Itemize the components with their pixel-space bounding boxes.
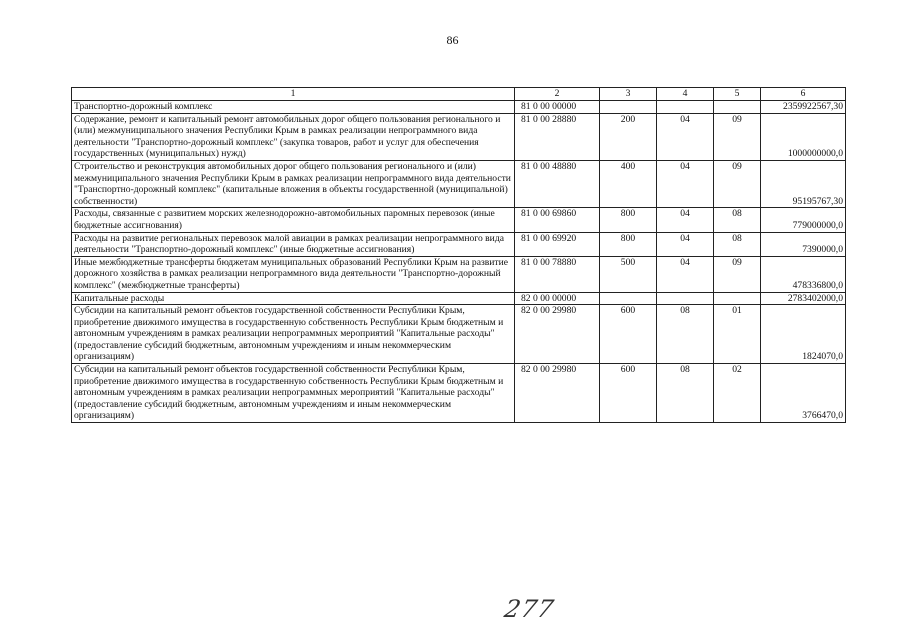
table-row	[72, 364, 846, 423]
budget-table	[71, 87, 846, 423]
row-col3: 200	[600, 113, 657, 160]
row-col5: 01	[714, 305, 761, 364]
table-row	[72, 256, 846, 292]
row-col5	[714, 101, 761, 114]
row-code: 81 0 00 28880	[515, 113, 600, 160]
row-code: 82 0 00 29980	[515, 364, 600, 423]
row-amount: 1824070,0	[761, 305, 846, 364]
row-name: Содержание, ремонт и капитальный ремонт автомобильных дорог общего пользования регионального и (или) межмуниципального значения Республики Крым в рамках реализации непрограммного вида деятельности "Транспортно-дорожный комплекс" (закупка товаров, работ и услуг для обеспечения государственных (муниципальных) нужд)	[72, 113, 515, 160]
table-row	[72, 232, 846, 256]
row-name: Иные межбюджетные трансферты бюджетам муниципальных образований Республики Крым на развитие дорожного хозяйства в рамках реализации непрограммного вида деятельности "Транспортно-дорожный комплекс" (межбюджетные трансферты)	[72, 256, 515, 292]
row-amount: 3766470,0	[761, 364, 846, 423]
row-col3: 500	[600, 256, 657, 292]
row-amount: 478336800,0	[761, 256, 846, 292]
row-code: 81 0 00 48880	[515, 160, 600, 207]
row-col4: 04	[657, 113, 714, 160]
column-header: 1	[72, 88, 515, 101]
row-amount: 2359922567,30	[761, 101, 846, 114]
row-code: 82 0 00 29980	[515, 305, 600, 364]
row-col3: 600	[600, 305, 657, 364]
column-header: 4	[657, 88, 714, 101]
row-col4: 04	[657, 160, 714, 207]
row-name: Расходы на развитие региональных перевозок малой авиации в рамках реализации непрограммного вида деятельности "Транспортно-дорожный комплекс" (иные бюджетные ассигнования)	[72, 232, 515, 256]
row-code: 81 0 00 69920	[515, 232, 600, 256]
row-amount: 7390000,0	[761, 232, 846, 256]
row-col5	[714, 292, 761, 305]
row-col3	[600, 292, 657, 305]
row-amount: 779000000,0	[761, 208, 846, 232]
row-code: 81 0 00 00000	[515, 101, 600, 114]
table-row	[72, 292, 846, 305]
row-name: Транспортно-дорожный комплекс	[72, 101, 515, 114]
row-name: Расходы, связанные с развитием морских железнодорожно-автомобильных паромных перевозок (иные бюджетные ассигнования)	[72, 208, 515, 232]
row-name: Субсидии на капитальный ремонт объектов государственной собственности Республики Крым, приобретение движимого имущества в государственную собственность Республики Крым бюджетным и автономным учреждениям в рамках реализации непрограммных мероприятий "Капитальные расходы" (предоставление субсидий бюджетным, автономным учреждениям и иным некоммерческим организациям)	[72, 305, 515, 364]
row-col3: 800	[600, 208, 657, 232]
table-row	[72, 208, 846, 232]
table-row	[72, 160, 846, 207]
column-header: 2	[515, 88, 600, 101]
row-col5: 08	[714, 232, 761, 256]
column-header: 5	[714, 88, 761, 101]
column-header: 3	[600, 88, 657, 101]
row-col3: 600	[600, 364, 657, 423]
row-col5: 02	[714, 364, 761, 423]
page-number: 86	[446, 33, 459, 47]
table-row	[72, 305, 846, 364]
row-col5: 09	[714, 256, 761, 292]
row-name: Субсидии на капитальный ремонт объектов государственной собственности Республики Крым, приобретение движимого имущества в государственную собственность Республики Крым бюджетным и автономным учреждениям в рамках реализации непрограммных мероприятий "Капитальные расходы" (предоставление субсидий бюджетным, автономным учреждениям и иным некоммерческим организациям)	[72, 364, 515, 423]
table-row	[72, 113, 846, 160]
row-code: 82 0 00 00000	[515, 292, 600, 305]
row-col4: 08	[657, 364, 714, 423]
row-col5: 09	[714, 160, 761, 207]
row-code: 81 0 00 78880	[515, 256, 600, 292]
table-row	[72, 101, 846, 114]
row-col4: 04	[657, 232, 714, 256]
row-col5: 08	[714, 208, 761, 232]
row-col4: 04	[657, 208, 714, 232]
row-col4: 08	[657, 305, 714, 364]
row-col5: 09	[714, 113, 761, 160]
row-name: Строительство и реконструкция автомобильных дорог общего пользования регионального и (или) межмуниципального значения Республики Крым в рамках реализации непрограммного вида деятельности "Транспортно-дорожный комплекс" (капитальные вложения в объекты государственной (муниципальной) собственности)	[72, 160, 515, 207]
row-amount: 2783402000,0	[761, 292, 846, 305]
row-name: Капитальные расходы	[72, 292, 515, 305]
row-amount: 1000000000,0	[761, 113, 846, 160]
row-col3: 800	[600, 232, 657, 256]
row-col3	[600, 101, 657, 114]
row-code: 81 0 00 69860	[515, 208, 600, 232]
row-amount: 95195767,30	[761, 160, 846, 207]
handwritten-page-note: 277	[502, 595, 557, 623]
table-header-row	[72, 88, 846, 101]
row-col4	[657, 101, 714, 114]
row-col4	[657, 292, 714, 305]
row-col4: 04	[657, 256, 714, 292]
column-header: 6	[761, 88, 846, 101]
row-col3: 400	[600, 160, 657, 207]
